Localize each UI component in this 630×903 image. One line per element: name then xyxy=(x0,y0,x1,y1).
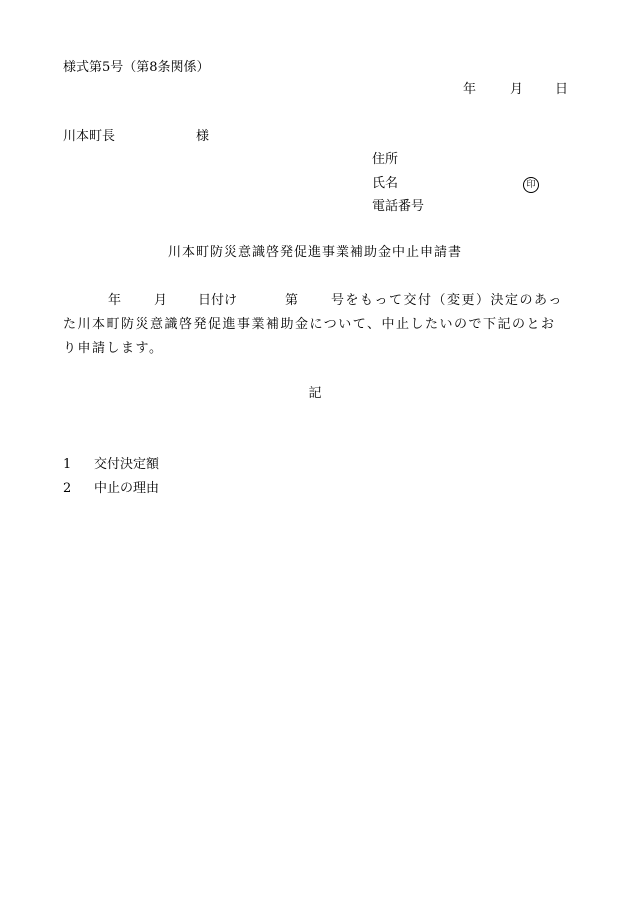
body-day: 日付け xyxy=(198,293,238,308)
body-year: 年 xyxy=(108,293,122,308)
date-month: 月 xyxy=(510,82,524,97)
document-title: 川本町防災意識啓発促進事業補助金中止申請書 xyxy=(167,245,462,260)
name-label: 氏名 xyxy=(372,176,399,191)
item-number: 2 xyxy=(63,481,72,496)
date-year: 年 xyxy=(463,82,477,97)
phone-label: 電話番号 xyxy=(372,199,425,214)
addressee-honorific: 様 xyxy=(196,129,210,144)
body-line2: た川本町防災意識啓発促進事業補助金について、中止したいので下記のとお xyxy=(63,317,556,332)
item-number: 1 xyxy=(63,457,72,472)
body-month: 月 xyxy=(154,293,168,308)
item-text: 中止の理由 xyxy=(94,481,160,496)
seal-mark: 印 xyxy=(523,177,539,193)
ki-heading: 記 xyxy=(308,386,322,401)
addressee-name: 川本町長 xyxy=(63,129,116,144)
date-day: 日 xyxy=(555,82,569,97)
form-label: 様式第5号（第8条関係） xyxy=(63,60,210,75)
body-line3: り申請します。 xyxy=(63,341,164,356)
item-text: 交付決定額 xyxy=(94,457,160,472)
body-number-prefix: 第 xyxy=(285,293,299,308)
body-line1-rest: 号をもって交付（変更）決定のあっ xyxy=(331,293,563,308)
address-label: 住所 xyxy=(372,152,399,167)
